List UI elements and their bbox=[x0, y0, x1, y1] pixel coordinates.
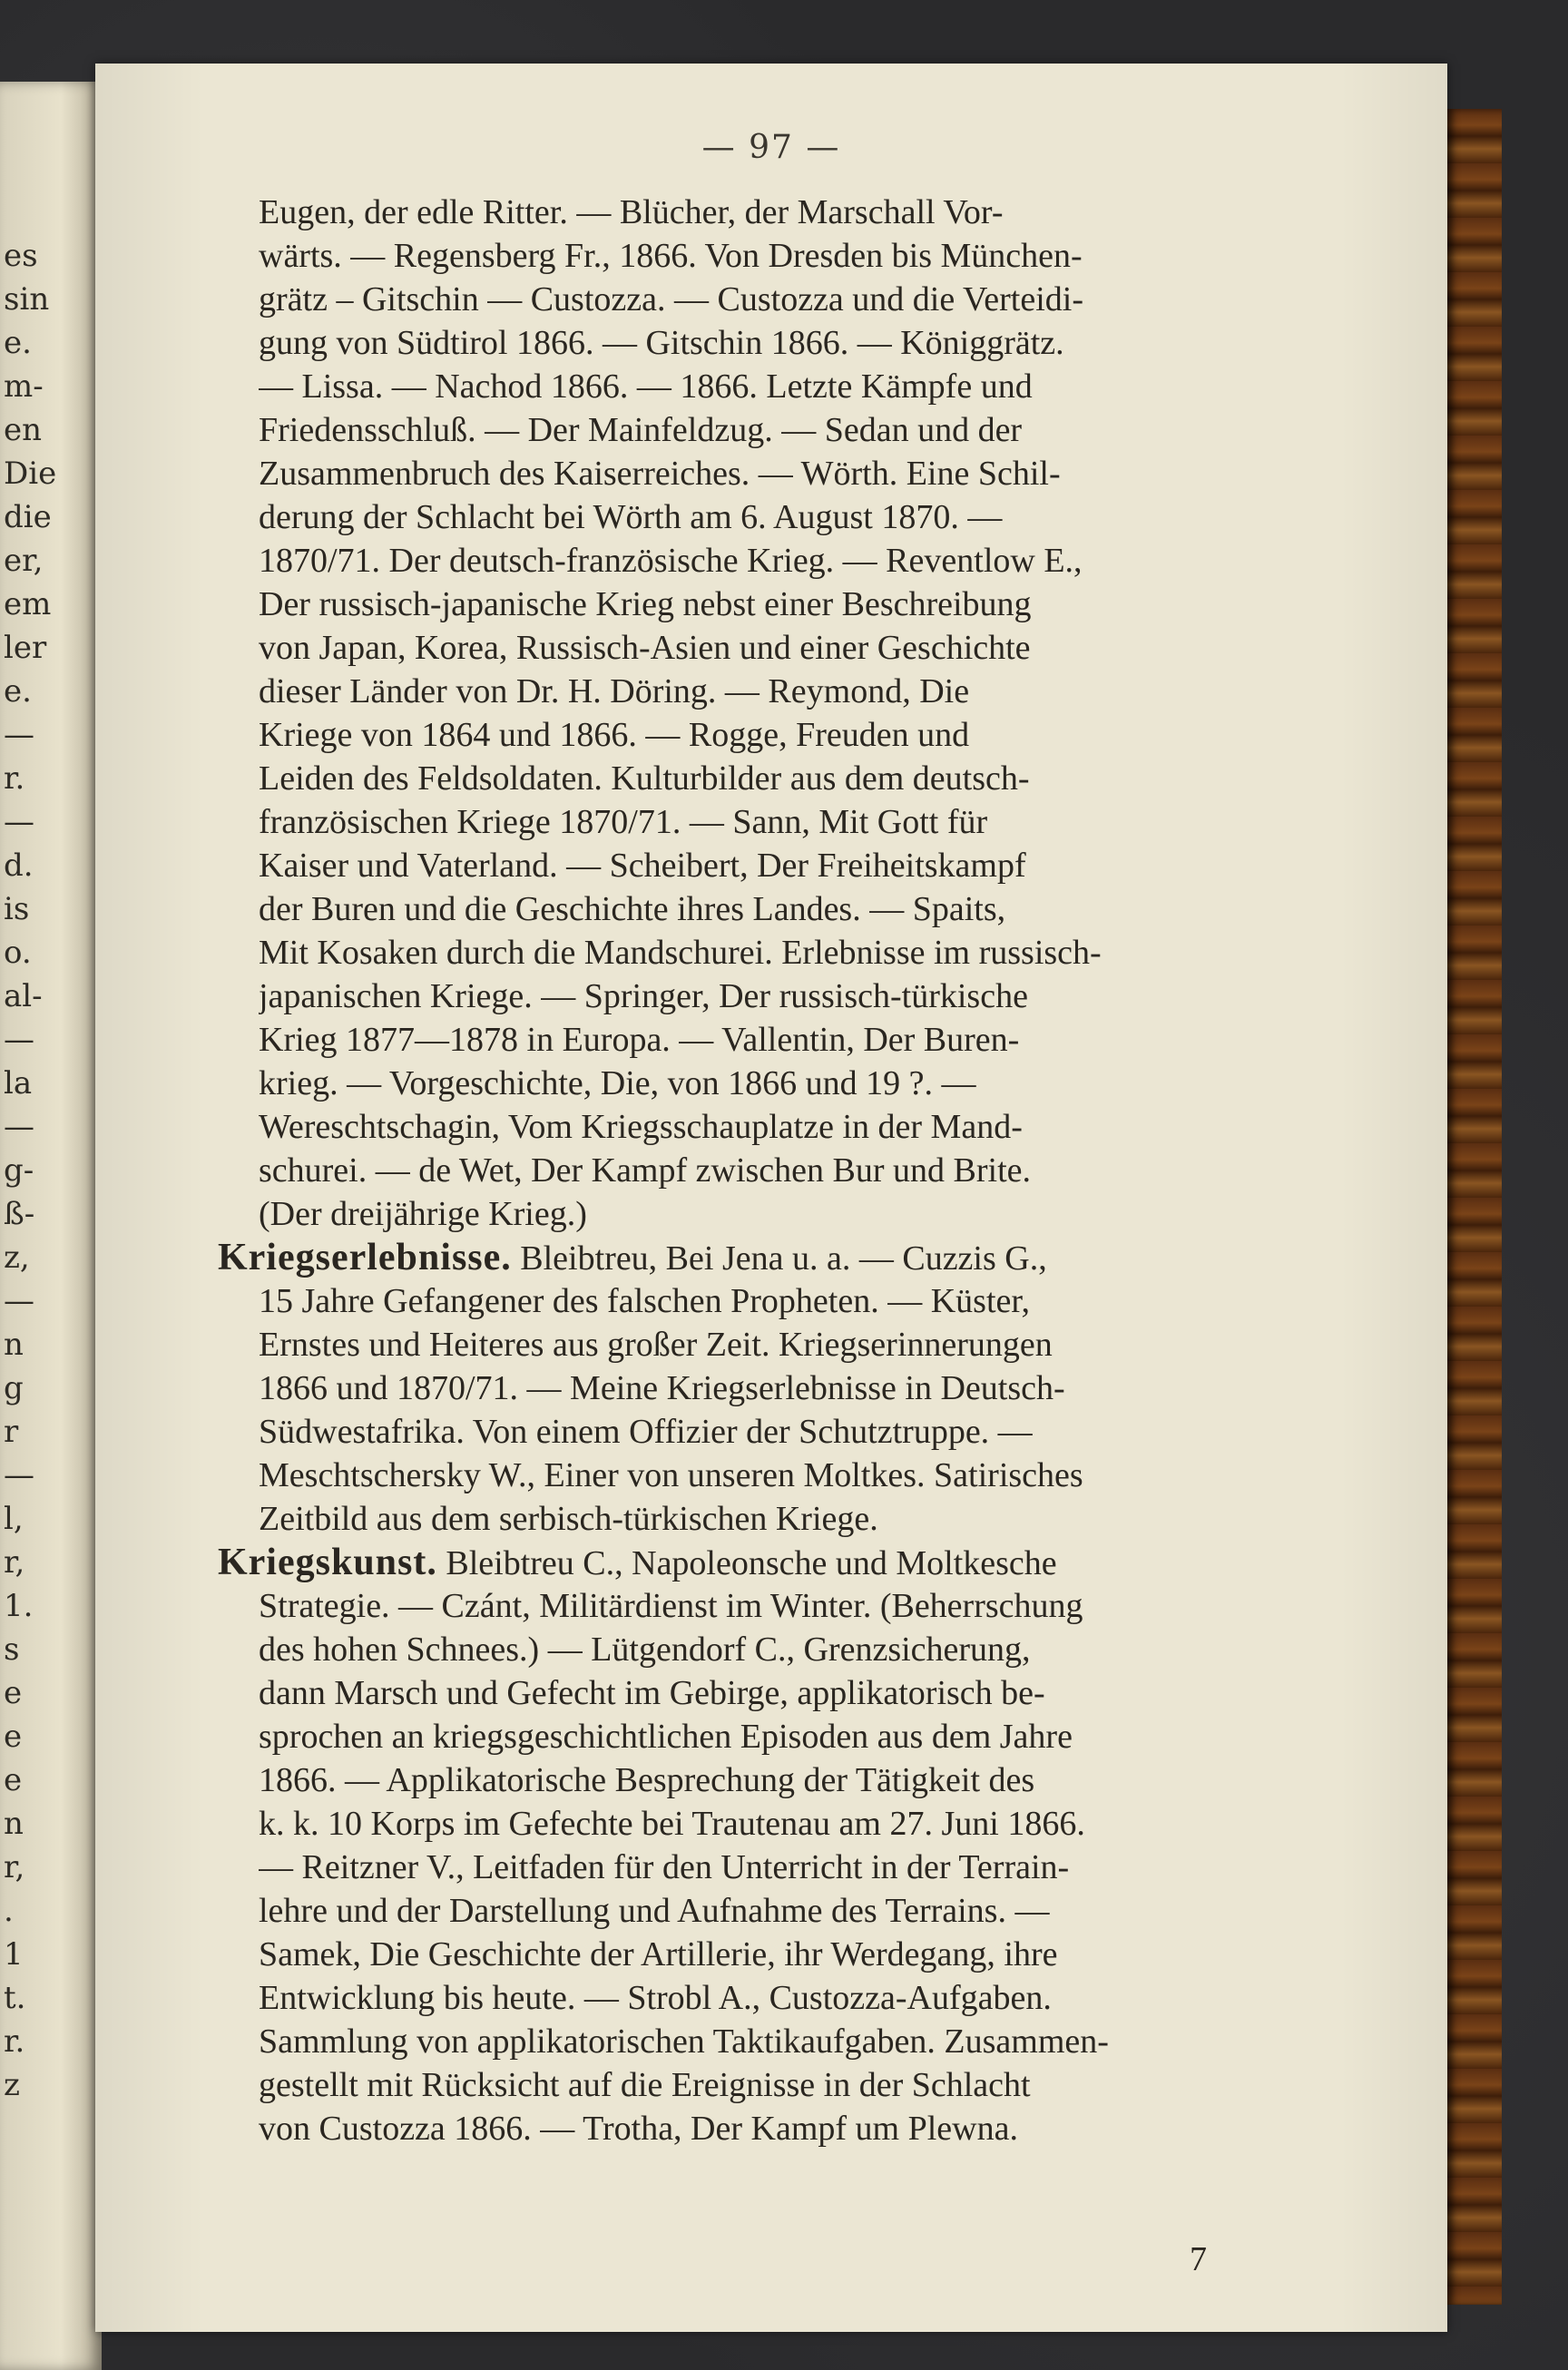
text-line bbox=[259, 583, 1402, 626]
text-line bbox=[259, 1933, 1402, 1976]
page-body bbox=[95, 64, 1447, 2332]
text-line bbox=[259, 2020, 1402, 2063]
line-text: der Buren und die Geschichte ihres Landes. — Spaits, bbox=[259, 890, 1006, 928]
text-line bbox=[259, 1715, 1402, 1758]
text-line bbox=[259, 2107, 1402, 2150]
line-text: Kaiser und Vaterland. — Scheibert, Der Freiheitskampf bbox=[259, 847, 1026, 885]
text-line bbox=[259, 670, 1402, 713]
line-text: 1870/71. Der deutsch-französische Krieg. — Reventlow E., bbox=[259, 542, 1083, 580]
page-number: — 97 — bbox=[701, 129, 841, 166]
text-line bbox=[259, 1889, 1402, 1933]
line-text: von Custozza 1866. — Trotha, Der Kampf um Plewna. bbox=[259, 2110, 1018, 2148]
left-page-fragment: z bbox=[4, 2067, 20, 2103]
line-text: des hohen Schnees.) — Lütgendorf C., Grenzsicherung, bbox=[259, 1631, 1031, 1669]
left-page-fragment: ß- bbox=[4, 1196, 35, 1232]
book-cover-edge bbox=[1447, 109, 1502, 2305]
left-page-fragment: n bbox=[4, 1806, 24, 1842]
text-line bbox=[259, 321, 1402, 365]
signature-mark: 7 bbox=[1190, 2240, 1207, 2278]
left-page-fragment: r, bbox=[4, 1849, 25, 1885]
left-page-fragment: n bbox=[4, 1327, 24, 1363]
left-page-fragment: er, bbox=[4, 543, 44, 579]
text-line bbox=[259, 974, 1402, 1018]
text-line bbox=[259, 757, 1402, 800]
text-line bbox=[259, 1410, 1402, 1454]
text-line bbox=[259, 1976, 1402, 2020]
left-page-fragment: r, bbox=[4, 1544, 25, 1581]
left-page-fragment: — bbox=[4, 1283, 34, 1319]
left-page-fragment: z, bbox=[4, 1239, 30, 1276]
line-text: derung der Schlacht bei Wörth am 6. August 1870. — bbox=[259, 498, 1003, 536]
line-text: Meschtschersky W., Einer von unseren Moltkes. Satirisches bbox=[259, 1456, 1083, 1494]
line-text: Krieg 1877—1878 in Europa. — Vallentin, Der Buren- bbox=[259, 1021, 1020, 1059]
line-text: Ernstes und Heiteres aus großer Zeit. Kriegserinnerungen bbox=[259, 1326, 1053, 1364]
left-page-edge bbox=[0, 82, 102, 2370]
line-text: Strategie. — Czánt, Militärdienst im Winter. (Beherrschung bbox=[259, 1587, 1083, 1625]
left-page-fragment: d. bbox=[4, 847, 34, 884]
line-text: 1866 und 1870/71. — Meine Kriegserlebnisse in Deutsch- bbox=[259, 1369, 1065, 1407]
text-line bbox=[259, 1105, 1402, 1149]
line-text: Bleibtreu C., Napoleonsche und Moltkesche bbox=[436, 1544, 1057, 1582]
line-text: dann Marsch und Gefecht im Gebirge, applikatorisch be- bbox=[259, 1674, 1045, 1712]
line-text: Mit Kosaken durch die Mandschurei. Erlebnisse im russisch- bbox=[259, 934, 1102, 972]
line-text: krieg. — Vorgeschichte, Die, von 1866 und 19 ?. — bbox=[259, 1064, 976, 1102]
text-line bbox=[259, 539, 1402, 583]
line-text: Sammlung von applikatorischen Taktikaufgaben. Zusammen- bbox=[259, 2022, 1109, 2061]
text-line bbox=[259, 1192, 587, 1236]
left-page-fragment: o. bbox=[4, 935, 32, 971]
text-line bbox=[259, 1497, 878, 1541]
line-text: Zeitbild aus dem serbisch-türkischen Kriege. bbox=[259, 1500, 878, 1538]
left-page-fragment: r. bbox=[4, 2023, 25, 2060]
left-page-fragment: g- bbox=[4, 1152, 34, 1189]
line-text: Wereschtschagin, Vom Kriegsschauplatze in der Mand- bbox=[259, 1108, 1023, 1146]
left-page-fragment: al- bbox=[4, 978, 43, 1014]
text-line bbox=[259, 1628, 1402, 1671]
text-line bbox=[259, 495, 1402, 539]
book-page bbox=[95, 64, 1447, 2332]
text-line bbox=[259, 1279, 1402, 1323]
left-page-fragment: e. bbox=[4, 673, 32, 710]
text-line bbox=[259, 365, 1402, 408]
line-text: Zusammenbruch des Kaiserreiches. — Wörth. Eine Schil- bbox=[259, 455, 1061, 493]
line-text: dieser Länder von Dr. H. Döring. — Reymond, Die bbox=[259, 672, 970, 710]
entry-headword: Kriegskunst. bbox=[218, 1542, 437, 1583]
text-line bbox=[259, 278, 1402, 321]
text-line bbox=[259, 452, 1402, 495]
left-page-fragment: s bbox=[4, 1631, 20, 1668]
text-line bbox=[259, 1758, 1402, 1802]
line-text: Leiden des Feldsoldaten. Kulturbilder aus dem deutsch- bbox=[259, 759, 1030, 798]
left-page-fragment: e bbox=[4, 1675, 23, 1711]
text-line bbox=[259, 1846, 1402, 1889]
line-text: Samek, Die Geschichte der Artillerie, ihr Werdegang, ihre bbox=[259, 1935, 1058, 1973]
line-text: schurei. — de Wet, Der Kampf zwischen Bur und Brite. bbox=[259, 1151, 1032, 1190]
text-line bbox=[259, 626, 1402, 670]
left-page-fragment: sin bbox=[4, 281, 50, 318]
left-page-fragment: is bbox=[4, 891, 30, 927]
text-line bbox=[259, 800, 1402, 844]
left-page-fragment: r. bbox=[4, 760, 25, 797]
left-page-fragment: — bbox=[4, 717, 34, 753]
left-page-fragment: ler bbox=[4, 630, 47, 666]
text-line bbox=[259, 887, 1402, 931]
left-page-fragment: 1. bbox=[4, 1588, 34, 1624]
text-line bbox=[259, 713, 1402, 757]
line-text: sprochen an kriegsgeschichtlichen Episoden aus dem Jahre bbox=[259, 1718, 1073, 1756]
left-page-fragment: la bbox=[4, 1065, 33, 1102]
left-page-fragment: r bbox=[4, 1414, 19, 1450]
left-page-fragment: — bbox=[4, 1109, 34, 1145]
entry-headword: Kriegserlebnisse. bbox=[218, 1237, 512, 1278]
text-line bbox=[259, 1062, 1402, 1105]
line-text: (Der dreijährige Krieg.) bbox=[259, 1195, 587, 1233]
line-text: französischen Kriege 1870/71. — Sann, Mit Gott für bbox=[259, 803, 988, 841]
line-text: k. k. 10 Korps im Gefechte bei Trautenau am 27. Juni 1866. bbox=[259, 1805, 1085, 1843]
left-page-fragment: — bbox=[4, 804, 34, 840]
left-page-fragment: . bbox=[4, 1893, 14, 1929]
text-line bbox=[259, 1323, 1402, 1366]
text-line bbox=[259, 1584, 1402, 1628]
text-line bbox=[259, 931, 1402, 974]
entry-heading-line bbox=[218, 1541, 1402, 1584]
left-page-fragment: em bbox=[4, 586, 52, 622]
left-page-fragment: en bbox=[4, 412, 43, 448]
left-page-fragment: e bbox=[4, 1719, 23, 1755]
line-text: gestellt mit Rücksicht auf die Ereignisse in der Schlacht bbox=[259, 2066, 1031, 2104]
left-page-fragment: m- bbox=[4, 368, 44, 405]
text-line bbox=[259, 844, 1402, 887]
left-page-fragment: es bbox=[4, 238, 38, 274]
text-line bbox=[259, 1149, 1402, 1192]
line-text: Entwicklung bis heute. — Strobl A., Custozza-Aufgaben. bbox=[259, 1979, 1052, 2017]
line-text: 15 Jahre Gefangener des falschen Propheten. — Küster, bbox=[259, 1282, 1031, 1320]
left-page-fragment: die bbox=[4, 499, 52, 535]
text-line bbox=[259, 2063, 1402, 2107]
line-text: lehre und der Darstellung und Aufnahme des Terrains. — bbox=[259, 1892, 1050, 1930]
left-page-fragment: e. bbox=[4, 325, 32, 361]
line-text: grätz – Gitschin — Custozza. — Custozza und die Verteidi- bbox=[259, 280, 1083, 318]
text-line bbox=[259, 234, 1402, 278]
line-text: — Reitzner V., Leitfaden für den Unterricht in der Terrain- bbox=[259, 1848, 1070, 1886]
line-text: Kriege von 1864 und 1866. — Rogge, Freuden und bbox=[259, 716, 970, 754]
line-text: gung von Südtirol 1866. — Gitschin 1866. — Königgrätz. bbox=[259, 324, 1064, 362]
entry-heading-line bbox=[218, 1236, 1402, 1279]
text-line bbox=[259, 1671, 1402, 1715]
line-text: Eugen, der edle Ritter. — Blücher, der Marschall Vor- bbox=[259, 193, 1004, 231]
left-page-fragment: e bbox=[4, 1762, 23, 1798]
left-page-fragment: g bbox=[4, 1370, 24, 1406]
line-text: japanischen Kriege. — Springer, Der russisch-türkische bbox=[259, 977, 1028, 1015]
line-text: Der russisch-japanische Krieg nebst einer Beschreibung bbox=[259, 585, 1032, 623]
text-line bbox=[259, 1802, 1402, 1846]
left-page-fragment: — bbox=[4, 1022, 34, 1058]
text-line bbox=[259, 191, 1402, 234]
text-line bbox=[259, 1018, 1402, 1062]
left-page-fragment: l, bbox=[4, 1501, 24, 1537]
line-text: Bleibtreu, Bei Jena u. a. — Cuzzis G., bbox=[511, 1239, 1047, 1278]
left-page-fragment: 1 bbox=[4, 1936, 24, 1973]
text-line bbox=[259, 1366, 1402, 1410]
line-text: — Lissa. — Nachod 1866. — 1866. Letzte Kämpfe und bbox=[259, 367, 1033, 406]
line-text: wärts. — Regensberg Fr., 1866. Von Dresden bis München- bbox=[259, 237, 1083, 275]
line-text: Friedensschluß. — Der Mainfeldzug. — Sedan und der bbox=[259, 411, 1023, 449]
line-text: Südwestafrika. Von einem Offizier der Schutztruppe. — bbox=[259, 1413, 1033, 1451]
left-page-fragment: Die bbox=[4, 455, 57, 492]
text-line bbox=[259, 408, 1402, 452]
left-page-fragment: — bbox=[4, 1457, 34, 1493]
line-text: von Japan, Korea, Russisch-Asien und einer Geschichte bbox=[259, 629, 1031, 667]
left-page-fragment: t. bbox=[4, 1980, 26, 2016]
line-text: 1866. — Applikatorische Besprechung der Tätigkeit des bbox=[259, 1761, 1035, 1799]
text-line bbox=[259, 1454, 1402, 1497]
